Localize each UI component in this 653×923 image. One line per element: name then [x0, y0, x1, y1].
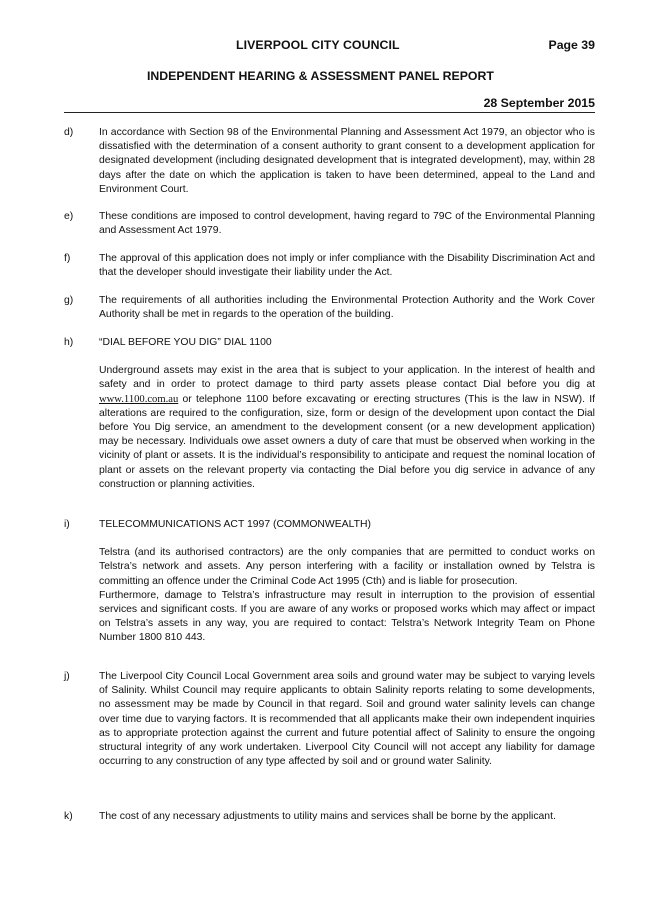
condition-k — [64, 810, 595, 824]
condition-i — [64, 518, 595, 646]
header-divider — [64, 112, 595, 113]
condition-h — [64, 336, 595, 492]
item-label: j) — [64, 671, 70, 682]
item-label: d) — [64, 127, 74, 138]
item-label: h) — [64, 337, 74, 348]
item-label: g) — [64, 295, 74, 306]
item-label: f) — [64, 253, 71, 264]
item-label: e) — [64, 211, 74, 222]
condition-e — [64, 210, 595, 238]
council-name: LIVERPOOL CITY COUNCIL — [236, 38, 400, 52]
condition-j — [64, 670, 595, 769]
condition-g — [64, 294, 595, 322]
item-text: The Liverpool City Council Local Government area soils and ground water may be subject to varying levels of Salinity. Whilst Council may require applicants to obtain Salinity reports relating to some developments, no assessment may be made by Council in that regard. Soil and ground water salinity levels can change over time due to varying factors. It is recommended that all applicants make their own independent inquiries as to appropriate protection against the current and future potential affect of Salinity to ensure the ongoing structural integrity of any work undertaken. Liverpool City Council will not accept any liability for damage occurring to any construction of any type affected by soil and or ground water Salinity. — [99, 671, 595, 768]
page-number: Page 39 — [548, 38, 595, 52]
item-text: The requirements of all authorities including the Environmental Protection Authority and the Work Cover Authority shall be met in regards to the operation of the building. — [99, 295, 595, 321]
item-text: These conditions are imposed to control development, having regard to 79C of the Environmental Planning and Assessment Act 1979. — [99, 211, 595, 237]
dial-before-you-dig-link[interactable]: www.1100.com.au — [99, 393, 179, 405]
report-title: INDEPENDENT HEARING & ASSESSMENT PANEL REPORT — [147, 69, 494, 83]
condition-d — [64, 126, 595, 197]
item-text: In accordance with Section 98 of the Environmental Planning and Assessment Act 1979, an objector who is dissatisfied with the determination of a consent authority to grant consent to a development application for designated development (including designated development that is integrated development), may, within 28 days after the date on which the application is taken to have been determined, appeal to the Land and Environment Court. — [99, 127, 595, 195]
item-text: Underground assets may exist in the area that is subject to your application. In the interest of health and safety and in order to protect damage to third party assets please contact Dial before you dig at www.1100.com.au or telephone 1100 before excavating or erecting structures (This is the law in NSW). If alterations are required to the configuration, size, form or design of the development upon contact the Dial before You Dig service, an amendment to the development consent (or a new development application) may be necessary. Individuals owe asset owners a duty of care that must be observed when working in the vicinity of plant or assets. It is the individual’s responsibility to anticipate and request the nominal location of plant or assets on the relevant property via contacting the Dial before you dig service in advance of any construction or planning activities. — [99, 365, 595, 490]
item-label: i) — [64, 519, 70, 530]
report-date: 28 September 2015 — [483, 96, 595, 110]
item-text: The approval of this application does not imply or infer compliance with the Disability Discrimination Act and that the developer should investigate their liability under the Act. — [99, 253, 595, 279]
item-heading: “DIAL BEFORE YOU DIG” DIAL 1100 — [99, 337, 272, 348]
item-heading: TELECOMMUNICATIONS ACT 1997 (COMMONWEALTH) — [99, 519, 371, 530]
item-text: Telstra (and its authorised contractors) are the only companies that are permitted to conduct works on Telstra’s network and assets. Any person interfering with a facility or installation owned by Telstra is committing an offence under the Criminal Code Act 1995 (Cth) and is liable for prosecution. — [99, 547, 595, 587]
condition-f — [64, 252, 595, 280]
item-text-continued: Furthermore, damage to Telstra’s infrastructure may result in interruption to the provision of essential services and significant costs. If you are aware of any works or proposed works which may affect or impact on Telstra’s assets in any way, you are required to contact: Telstra’s Network Integrity Team on Phone Number 1800 810 443. — [99, 589, 595, 644]
item-label: k) — [64, 811, 73, 822]
item-text: The cost of any necessary adjustments to utility mains and services shall be borne by the applicant. — [99, 811, 556, 822]
